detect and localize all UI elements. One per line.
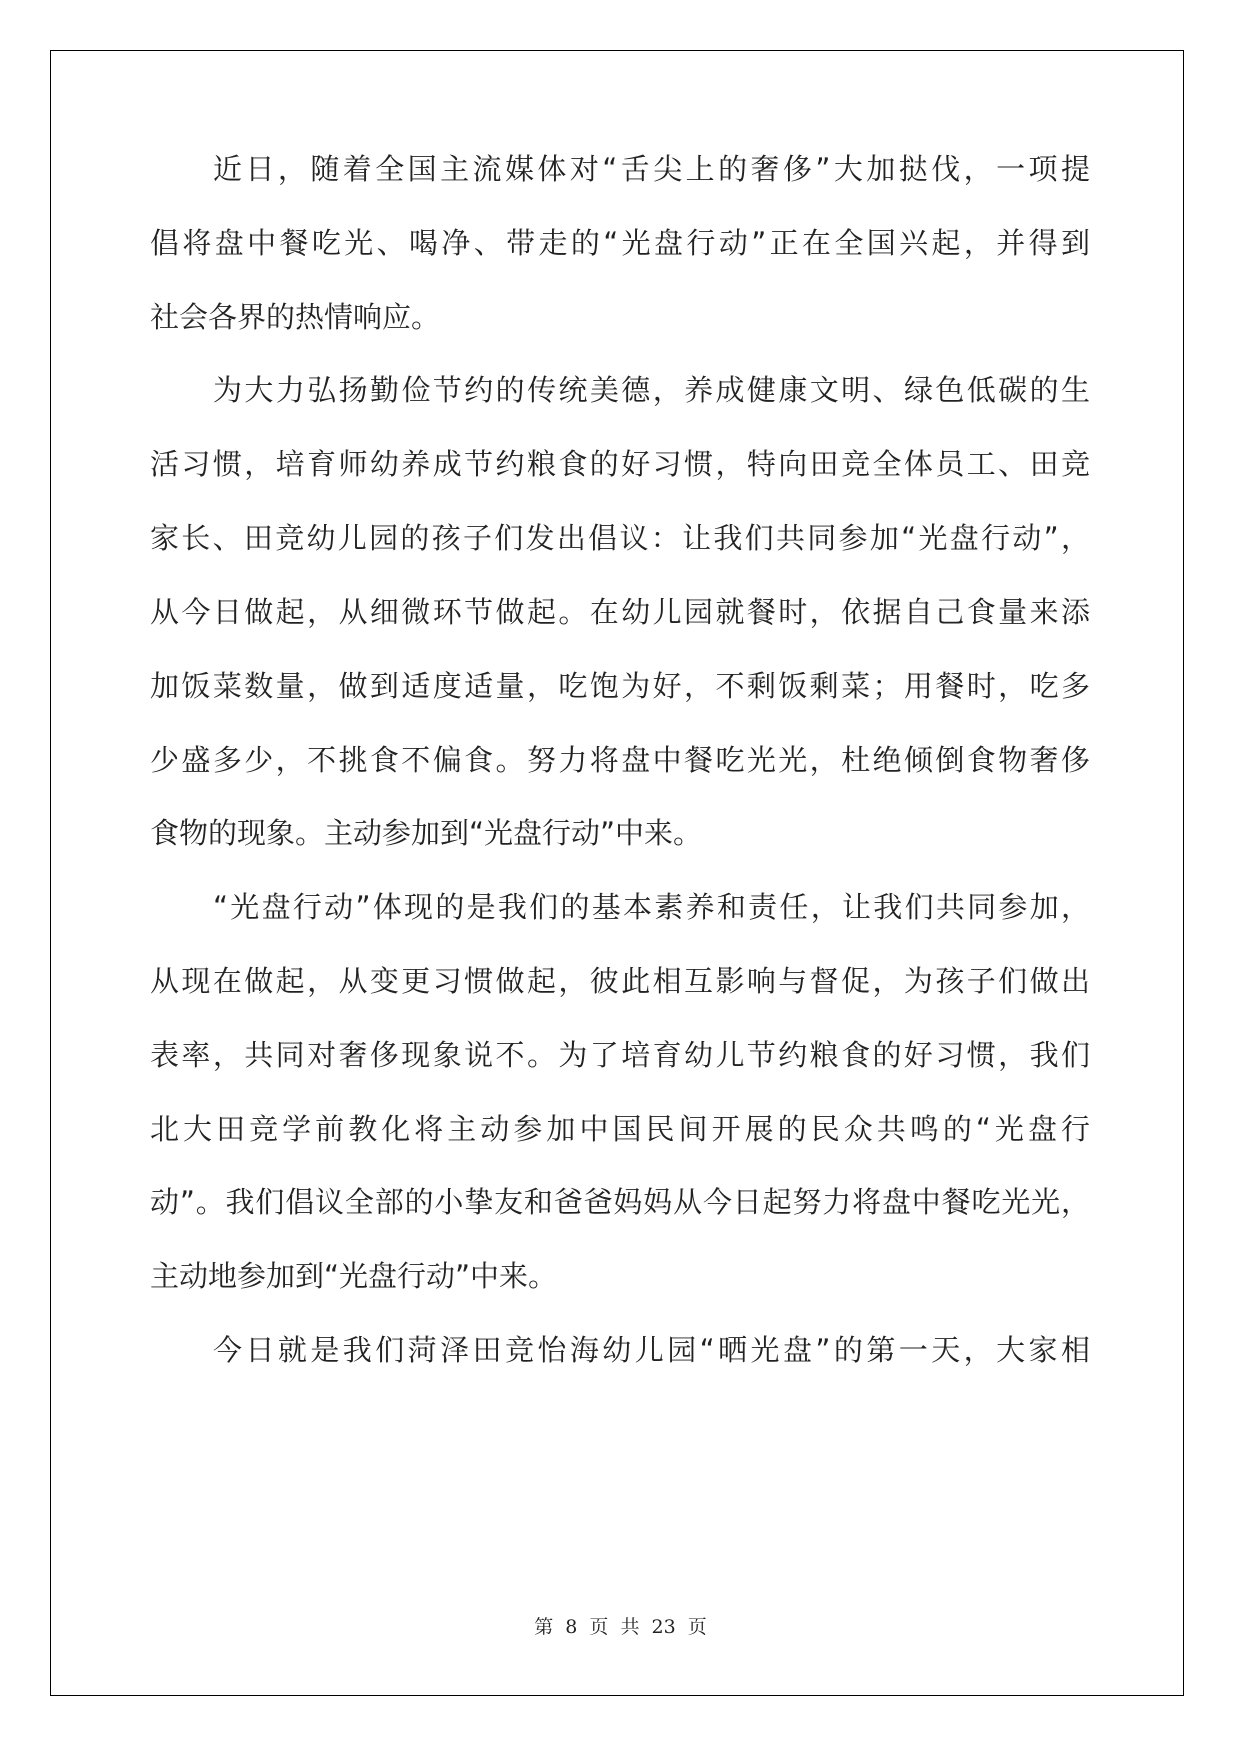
text-line: 家长、田竞幼儿园的孩子们发出倡议：让我们共同参加“光盘行动”， [150, 521, 1090, 555]
text-line: 少盛多少，不挑食不偏食。努力将盘中餐吃光光，杜绝倾倒食物奢侈 [150, 743, 1090, 777]
text-line: 主动地参加到“光盘行动”中来。 [150, 1259, 558, 1293]
text-line: “光盘行动”体现的是我们的基本素养和责任，让我们共同参加， [213, 890, 1090, 924]
text-line: 加饭菜数量，做到适度适量，吃饱为好，不剩饭剩菜；用餐时，吃多 [150, 669, 1090, 703]
text-line: 活习惯，培育师幼养成节约粮食的好习惯，特向田竞全体员工、田竞 [150, 447, 1090, 481]
text-line: 北大田竞学前教化将主动参加中国民间开展的民众共鸣的“光盘行 [150, 1112, 1090, 1146]
text-line: 今日就是我们菏泽田竞怡海幼儿园“晒光盘”的第一天，大家相 [213, 1333, 1090, 1367]
text-line: 从现在做起，从变更习惯做起，彼此相互影响与督促，为孩子们做出 [150, 964, 1090, 998]
text-line: 为大力弘扬勤俭节约的传统美德，养成健康文明、绿色低碳的生 [213, 373, 1090, 407]
text-line: 从今日做起，从细微环节做起。在幼儿园就餐时，依据自己食量来添 [150, 595, 1090, 629]
text-line: 表率，共同对奢侈现象说不。为了培育幼儿节约粮食的好习惯，我们 [150, 1038, 1090, 1072]
text-line: 近日，随着全国主流媒体对“舌尖上的奢侈”大加挞伐，一项提 [213, 152, 1090, 186]
text-line: 动”。我们倡议全部的小挚友和爸爸妈妈从今日起努力将盘中餐吃光光， [150, 1185, 1090, 1219]
text-line: 倡将盘中餐吃光、喝净、带走的“光盘行动”正在全国兴起，并得到 [150, 226, 1090, 260]
text-line: 社会各界的热情响应。 [150, 300, 441, 334]
text-line: 食物的现象。主动参加到“光盘行动”中来。 [150, 816, 703, 850]
page-number-footer: 第 8 页 共 23 页 [534, 1616, 707, 1638]
